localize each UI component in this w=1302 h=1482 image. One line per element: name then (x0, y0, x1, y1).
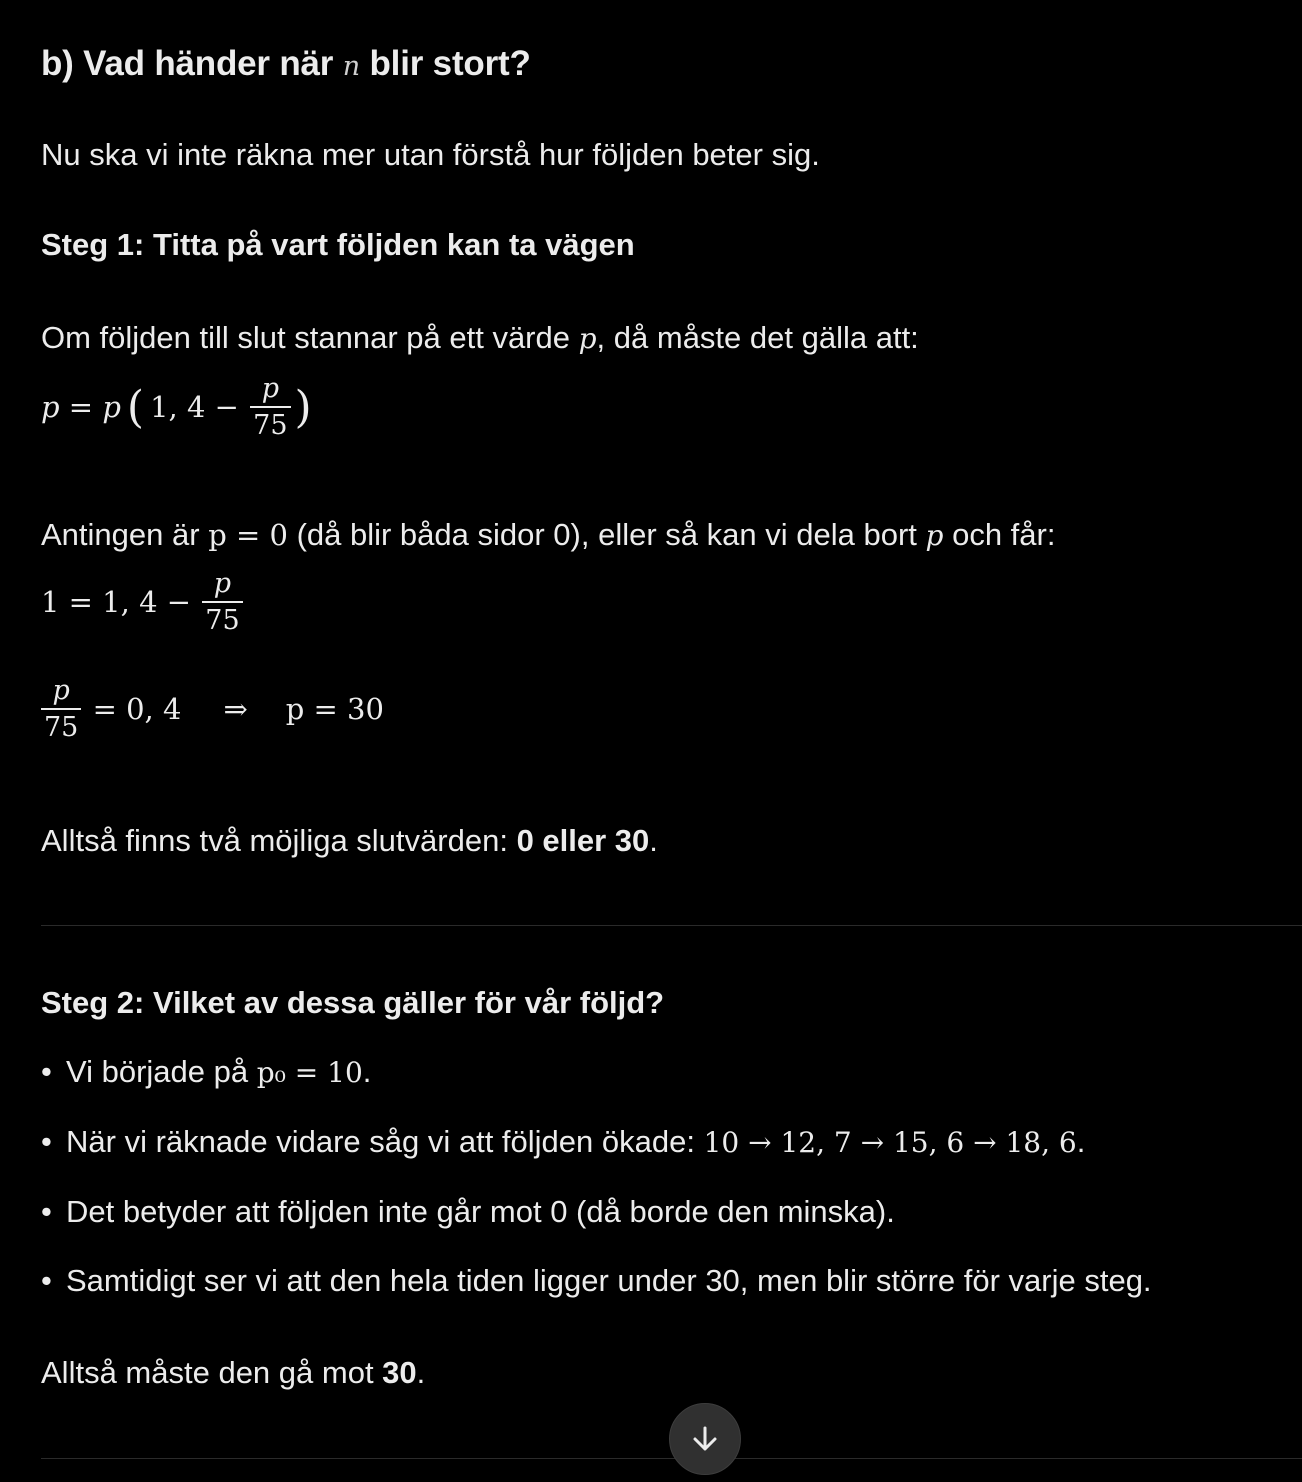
equation-fixed-point: p = p ( 1, 4 − $\frac{p}{75}$ ) (41, 373, 312, 441)
fraction-p-over-75: $\frac{p}{75}$ (202, 570, 242, 634)
list-item: • Samtidigt ser vi att den hela tiden ligger under 30, men blir större för varje steg. (41, 1263, 1152, 1298)
divider (41, 925, 1302, 926)
step2-title: Steg 2: Vilket av dessa gäller för vår följd? (41, 985, 665, 1020)
arrow-down-icon (690, 1424, 720, 1454)
step1-text: Om följden till slut stannar på ett värde p, då måste det gälla att: (41, 320, 919, 355)
step1-title: Steg 1: Titta på vart följden kan ta vägen (41, 227, 635, 262)
step1-conclusion: Alltså finns två möjliga slutvärden: 0 eller 30. (41, 823, 658, 858)
list-item: • När vi räknade vidare såg vi att följden ökade: 10 → 12, 7 → 15, 6 → 18, 6. (41, 1124, 1086, 1159)
bullet-dot: • (41, 1263, 52, 1298)
intro-text: Nu ska vi inte räkna mer utan förstå hur följden beter sig. (41, 137, 820, 172)
either-text: Antingen är p = 0 (då blir båda sidor 0), eller så kan vi dela bort p och får: (41, 517, 1056, 552)
step2-conclusion: Alltså måste den gå mot 30. (41, 1355, 426, 1390)
implies-arrow: ⇒ (223, 692, 248, 726)
heading-variable: n (342, 51, 360, 82)
fraction-p-over-75: $\frac{p}{75}$ (41, 677, 81, 741)
fraction-p-over-75: $\frac{p}{75}$ (250, 375, 290, 439)
divider (41, 1458, 1302, 1459)
bullet-dot: • (41, 1124, 52, 1159)
list-item: • Det betyder att följden inte går mot 0 (då borde den minska). (41, 1194, 895, 1229)
equation-divided: 1 = 1, 4 − $\frac{p}{75}$ (41, 570, 245, 634)
bullet-dot: • (41, 1054, 52, 1089)
equation-solution: $\frac{p}{75}$ = 0, 4 ⇒ p = 30 (41, 677, 384, 741)
section-heading: b) Vad händer när n blir stort? (41, 44, 531, 83)
list-item: • Vi började på p₀ = 10. (41, 1054, 372, 1089)
scroll-to-bottom-button[interactable] (669, 1403, 741, 1475)
bullet-dot: • (41, 1194, 52, 1229)
